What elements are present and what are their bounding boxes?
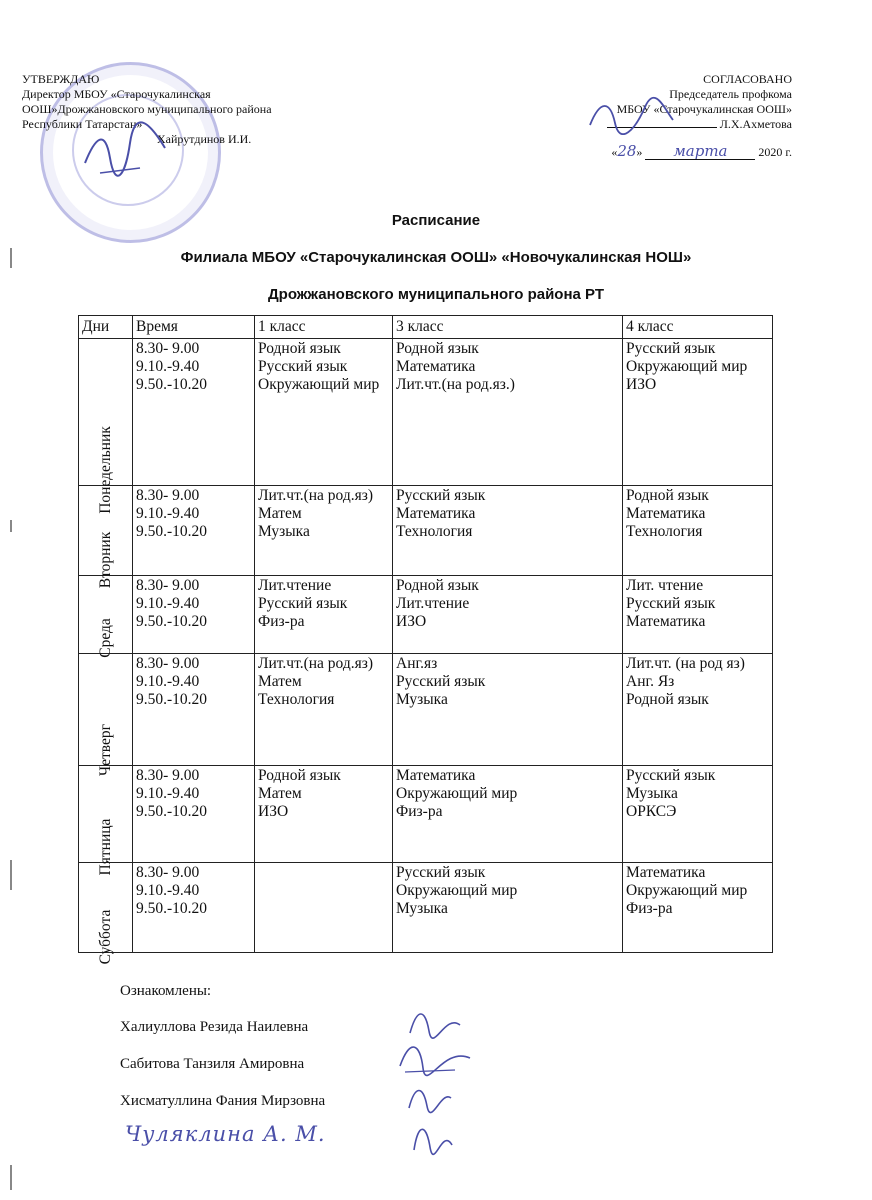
day-label: Четверг — [96, 724, 114, 776]
union-chair-name: Л.Х.Ахметова — [719, 117, 792, 131]
time-slot: 9.50.-10.20 — [136, 376, 208, 393]
day-label: Вторник — [96, 531, 114, 589]
staff-signature — [408, 1115, 458, 1160]
time-slot: 9.50.-10.20 — [136, 523, 208, 540]
class-1-cell — [255, 654, 393, 766]
time-slot: 9.50.-10.20 — [136, 613, 208, 630]
agreement-line: Председатель профкома — [669, 87, 792, 101]
day-cell — [79, 339, 133, 514]
union-chair-signature — [585, 95, 675, 135]
header-days: Дни — [79, 316, 133, 339]
class-3-cell — [393, 863, 623, 953]
document-subtitle: Филиала МБОУ «Старочукалинская ООШ» «Новочукалинская НОШ» — [180, 249, 692, 266]
agreement-line: МБОУ «Старочукалинская ООШ» — [616, 102, 792, 116]
lesson: Родной язык — [258, 340, 341, 357]
approval-line: Республики Татарстан» — [22, 117, 143, 131]
lesson: Русский язык — [626, 767, 716, 784]
acknowledged-name: Хисматуллина Фания Мирзовна — [120, 1093, 326, 1109]
lesson: Окружающий мир — [396, 785, 518, 802]
lesson: ИЗО — [396, 613, 427, 630]
day-cell — [79, 576, 133, 658]
time-slot: 9.50.-10.20 — [136, 803, 208, 820]
class-4-cell — [623, 576, 773, 654]
time-slot: 8.30- 9.00 — [136, 767, 200, 784]
time-slot: 9.50.-10.20 — [136, 900, 208, 917]
lesson: Русский язык — [626, 595, 716, 612]
scan-edge-mark — [10, 1165, 12, 1190]
time-slot: 9.50.-10.20 — [136, 691, 208, 708]
day-cell — [79, 766, 133, 876]
table-header-row — [79, 316, 773, 339]
time-slot: 8.30- 9.00 — [136, 577, 200, 594]
class-4-cell — [623, 339, 773, 486]
table-row — [79, 339, 773, 486]
lesson: Русский язык — [396, 673, 486, 690]
staff-signature — [395, 1038, 475, 1078]
time-slot: 9.10.-9.40 — [136, 673, 200, 690]
time-slot: 9.10.-9.40 — [136, 882, 200, 899]
staff-signature — [405, 1080, 455, 1115]
lesson: Музыка — [396, 691, 448, 708]
time-cell — [133, 576, 255, 654]
time-slot: 8.30- 9.00 — [136, 864, 200, 881]
lesson: Математика — [626, 613, 706, 630]
approval-line: Директор МБОУ «Старочукалинская — [22, 87, 211, 101]
header-time: Время — [133, 316, 255, 339]
lesson: Анг. Яз — [626, 673, 675, 690]
table-row — [79, 766, 773, 863]
lesson: Матем — [258, 505, 302, 522]
lesson: Родной язык — [396, 577, 479, 594]
lesson: Матем — [258, 673, 302, 690]
lesson: Технология — [396, 523, 473, 540]
class-3-cell — [393, 339, 623, 486]
class-1-cell — [255, 863, 393, 953]
lesson: Окружающий мир — [396, 882, 518, 899]
day-label: Понедельник — [96, 426, 114, 514]
header-class-3: 3 класс — [393, 316, 623, 339]
approval-label: УТВЕРЖДАЮ — [22, 72, 100, 86]
lesson: Русский язык — [258, 595, 348, 612]
lesson: Лит.чтение — [258, 577, 332, 594]
lesson: Родной язык — [396, 340, 479, 357]
scan-edge-mark — [10, 860, 12, 890]
acknowledged-name: Сабитова Танзиля Амировна — [120, 1056, 305, 1072]
lesson: Лит.чт.(на род.яз.) — [396, 376, 515, 393]
class-4-cell — [623, 486, 773, 576]
class-1-cell — [255, 576, 393, 654]
day-label: Среда — [96, 618, 114, 658]
class-3-cell — [393, 486, 623, 576]
lesson: Лит. чтение — [626, 577, 704, 594]
lesson: ИЗО — [626, 376, 657, 393]
lesson: ИЗО — [258, 803, 289, 820]
time-slot: 8.30- 9.00 — [136, 340, 200, 357]
time-cell — [133, 339, 255, 486]
day-cell — [79, 654, 133, 776]
lesson: ОРКСЭ — [626, 803, 677, 820]
time-slot: 8.30- 9.00 — [136, 487, 200, 504]
staff-signature — [405, 1003, 465, 1043]
lesson: Музыка — [626, 785, 678, 802]
date-year: 2020 г. — [758, 145, 792, 159]
document-title: Расписание — [391, 212, 481, 229]
lesson: Математика — [396, 358, 476, 375]
time-cell — [133, 863, 255, 953]
header-class-4: 4 класс — [623, 316, 773, 339]
acknowledged-label: Ознакомлены: — [120, 983, 212, 999]
scan-edge-mark — [10, 520, 12, 532]
date-day: 28 — [617, 142, 637, 160]
date-month: марта — [645, 144, 755, 160]
director-signature — [80, 118, 170, 188]
lesson: Физ-ра — [258, 613, 305, 630]
time-cell — [133, 766, 255, 863]
agreement-label: СОГЛАСОВАНО — [703, 72, 792, 86]
lesson: Лит.чт. (на род яз) — [626, 655, 745, 672]
lesson: Окружающий мир — [626, 358, 748, 375]
lesson: Технология — [258, 691, 335, 708]
time-cell — [133, 654, 255, 766]
lesson: Русский язык — [396, 487, 486, 504]
lesson: Музыка — [258, 523, 310, 540]
lesson: Русский язык — [626, 340, 716, 357]
class-1-cell — [255, 486, 393, 576]
approval-line: ООШ»Дрожжановского муниципального района — [22, 102, 272, 116]
table-row — [79, 576, 773, 654]
director-name: Хайрутдинов И.И. — [157, 132, 252, 146]
time-slot: 9.10.-9.40 — [136, 358, 200, 375]
approval-date: «28» марта 2020 г. — [611, 142, 792, 160]
lesson: Лит.чт.(на род.яз) — [258, 487, 374, 504]
time-slot: 9.10.-9.40 — [136, 505, 200, 522]
document-subtitle-region: Дрожжановского муниципального района РТ — [267, 286, 605, 303]
header-class-1: 1 класс — [255, 316, 393, 339]
lesson: Анг.яз — [396, 655, 438, 672]
table-row — [79, 863, 773, 953]
day-label: Суббота — [96, 909, 114, 965]
acknowledged-name: Халиуллова Резида Наилевна — [120, 1019, 309, 1035]
day-label: Пятница — [96, 818, 114, 876]
lesson: Русский язык — [396, 864, 486, 881]
lesson: Физ-ра — [626, 900, 673, 917]
lesson: Технология — [626, 523, 703, 540]
lesson: Родной язык — [626, 691, 709, 708]
lesson: Русский язык — [258, 358, 348, 375]
time-slot: 9.10.-9.40 — [136, 595, 200, 612]
lesson: Математика — [396, 767, 476, 784]
lesson: Математика — [626, 864, 706, 881]
lesson: Лит.чтение — [396, 595, 470, 612]
schedule-table — [78, 315, 773, 965]
lesson: Окружающий мир — [626, 882, 748, 899]
time-slot: 8.30- 9.00 — [136, 655, 200, 672]
lesson: Родной язык — [626, 487, 709, 504]
class-3-cell — [393, 654, 623, 766]
class-4-cell — [623, 766, 773, 863]
lesson: Физ-ра — [396, 803, 443, 820]
day-cell — [79, 486, 133, 589]
table-row — [79, 654, 773, 766]
lesson: Музыка — [396, 900, 448, 917]
time-cell — [133, 486, 255, 576]
class-4-cell — [623, 863, 773, 953]
day-cell — [79, 863, 133, 965]
lesson: Лит.чт.(на род.яз) — [258, 655, 374, 672]
handwritten-name: Чуляклина А. М. — [125, 1122, 326, 1146]
lesson: Матем — [258, 785, 302, 802]
class-1-cell — [255, 339, 393, 486]
table-row — [79, 486, 773, 576]
class-4-cell — [623, 654, 773, 766]
lesson: Родной язык — [258, 767, 341, 784]
lesson: Математика — [396, 505, 476, 522]
class-1-cell — [255, 766, 393, 863]
time-slot: 9.10.-9.40 — [136, 785, 200, 802]
lesson: Математика — [626, 505, 706, 522]
class-3-cell — [393, 766, 623, 863]
class-3-cell — [393, 576, 623, 654]
lesson: Окружающий мир — [258, 376, 380, 393]
